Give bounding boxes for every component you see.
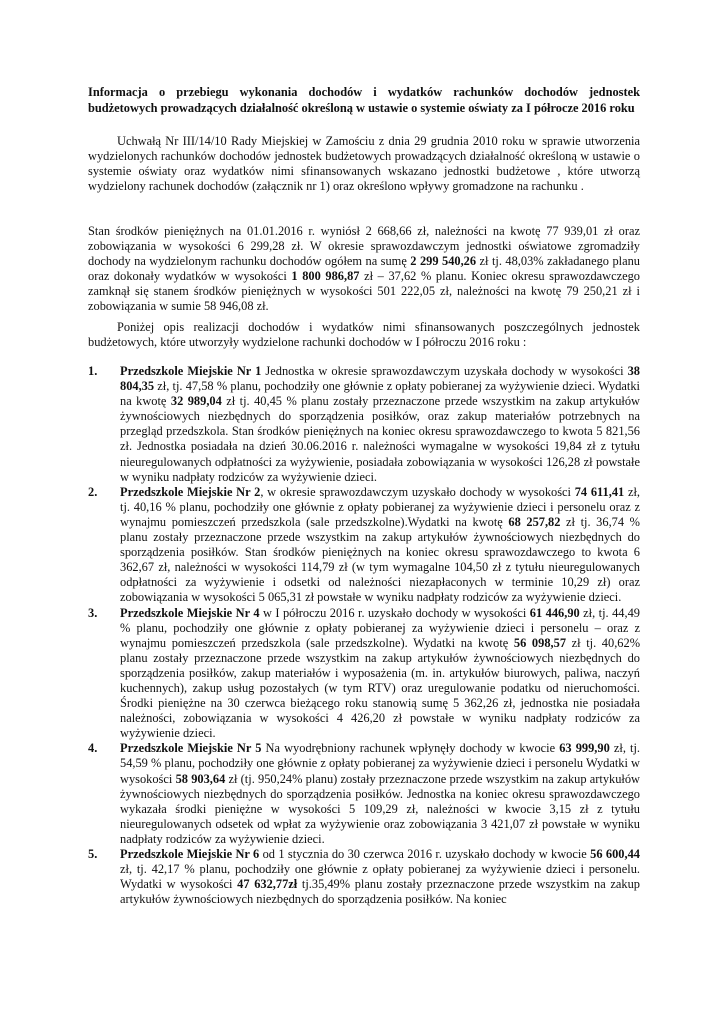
unit-name: Przedszkole Miejskie Nr 4 bbox=[120, 605, 260, 620]
item-text: od 1 stycznia do 30 czerwca 2016 r. uzyskało dochody w kwocie bbox=[259, 847, 591, 861]
income-amount: 61 446,90 bbox=[529, 605, 580, 620]
unit-name: Przedszkole Miejskie Nr 2 bbox=[120, 484, 261, 499]
item-text: zł tj. 40,62% planu zostały przeznaczone przede wszystkim na zakup artykułów żywnościowych niezbędnych do sporządzenia posiłków, zakup materiałów i wyposażenia (m. in. artykułów biurowych, paliwa, naczyń kuchennych), zakup usług pozostałych (w tym RTV) oraz uregulowanie podatku od nieruchomości. Środki pieniężne na 30 czerwca bieżącego roku stanowią sumę 5 362,26 zł, jednostka nie posiadała należności, zobowiązania w wysokości 4 426,20 zł powstałe w wyniku nadpłaty rodziców za wyżywienie dzieci. bbox=[120, 635, 641, 741]
list-item bbox=[88, 606, 640, 742]
item-text: w I półroczu 2016 r. uzyskało dochody w wysokości bbox=[259, 605, 530, 620]
intro-paragraph: Uchwałą Nr III/14/10 Rady Miejskiej w Zamościu z dnia 29 grudnia 2010 roku w sprawie utworzenia wydzielonych rachunków dochodów jednostek budżetowych prowadzących działalność określoną w ustawie o systemie oświaty oraz wydatków nimi sfinansowanych wskazano jednostki budżetowe , które utworzą wydzielony rachunek dochodów (załącznik nr 1) oraz określono wpływy gromadzone na rachunku . bbox=[88, 134, 640, 194]
item-text: zł, tj. 44,49 % planu, pochodziły one głównie z opłaty pobieranej za wyżywienie dzieci i personelu – oraz z wynajmu pomieszczeń przedszkola (sale przedszkolne). Wydatki na kwotę bbox=[120, 605, 640, 650]
item-text: zł (tj. 950,24% planu) zostały przeznaczone przede wszystkim na zakup artykułów żywnościowych niezbędnych do sporządzenia posiłków. Jednostka na koniec okresu sprawozdawczego wykazała środki pieniężne w wysokości 5 109,29 zł, należności w kwocie 3,15 zł z tytułu nieuregulowanych odsetek od wpłat za wyżywienie oraz zobowiązania 3 421,07 zł powstałe w wyniku nadpłaty rodziców za wyżywienie dzieci. bbox=[120, 771, 641, 846]
summary-text-1: Stan środków pieniężnych na 01.01.2016 r. wyniósł 2 668,66 zł, należności na kwotę 77 939,01 zł oraz zobowiązania w wysokości 6 299,28 zł. W okresie sprawozdawczym jednostki oświatowe zgromadziły dochody na wydzielonym rachunku dochodów ogółem na sumę bbox=[88, 224, 640, 269]
unit-name: Przedszkole Miejskie Nr 5 bbox=[120, 741, 262, 756]
item-text: zł, tj. 47,58 % planu, pochodziły one głównie z opłaty pobieranej za wyżywienie dzieci. Wydatki na kwotę bbox=[120, 379, 640, 409]
item-number: 4. bbox=[88, 741, 98, 756]
item-number: 5. bbox=[88, 847, 98, 861]
item-text: zł tj. 40,45 % planu zostały przeznaczone przede wszystkim na zakup artykułów żywnościowych niezbędnych do sporządzenia posiłków, oraz zakup materiałów potrzebnych na przegląd przedszkola. Stan środków pieniężnych na koniec okresu sprawozdawczego to kwota 5 821,56 zł. Jednostka posiadała na dzień 30.06.2016 r. należności wymagalne w wysokości 19,84 zł z tytułu nieuregulowanych odpłatności za wyżywienie, posiadała zobowiązania w wysokości 126,28 zł powstałe w wyniku nadpłaty rodziców za wyżywienie dzieci. bbox=[120, 394, 640, 484]
item-number: 3. bbox=[88, 605, 98, 620]
item-number: 2. bbox=[88, 484, 98, 499]
list-item bbox=[88, 364, 640, 485]
item-text: zł tj. 36,74 % planu zostały przeznaczone przede wszystkim na zakup artykułów żywnościowych niezbędnych do sporządzenia posiłków. Stan środków pieniężnych na koniec okresu sprawozdawczego to kwota 6 362,67 zł, należności w wysokości 114,79 zł (w tym wymagalne 104,50 zł z tytułu nieuregulowanych odpłatności za wyżywienie i odsetki od należności niezapłaconych w terminie 10,29 zł) oraz zobowiązania w wysokości 5 065,31 zł powstałe w wyniku nadpłaty rodziców za wyżywienie dzieci. bbox=[120, 514, 640, 605]
summary-income-amount: 2 299 540,26 bbox=[410, 254, 477, 269]
expenses-amount: 56 098,57 bbox=[513, 635, 567, 650]
item-text: tj.35,49% planu zostały przeznaczone przede wszystkim na zakup artykułów żywnościowych niezbędnych do sporządzenia posiłków. Na koniec bbox=[120, 877, 640, 907]
list-intro-paragraph: Poniżej opis realizacji dochodów i wydatków nimi sfinansowanych poszczególnych jednostek budżetowych, które utworzyły wydzielone rachunki dochodów w I półroczu 2016 roku : bbox=[88, 320, 640, 350]
item-text: Jednostka w okresie sprawozdawczym uzyskała dochody w wysokości bbox=[261, 364, 628, 378]
income-amount: 56 600,44 bbox=[590, 847, 640, 861]
summary-text-3: zł – 37,62 % planu. Koniec okresu sprawozdawczego zamknął się stanem środków pieniężnych w wysokości 501 222,05 zł, należności na kwotę 79 250,21 zł i zobowiązania w sumie 58 946,08 zł. bbox=[88, 269, 640, 314]
item-text: zł, tj. 42,17 % planu, pochodziły one głównie z opłaty pobieranej za wyżywienie dzieci i personelu. Wydatki w wysokości bbox=[120, 862, 640, 892]
item-text: Na wyodrębniony rachunek wpłynęły dochody w kwocie bbox=[261, 741, 560, 756]
expenses-amount: 47 632,77zł bbox=[237, 877, 298, 892]
summary-paragraph bbox=[88, 224, 640, 315]
expenses-amount: 68 257,82 bbox=[508, 514, 561, 529]
list-item bbox=[88, 847, 640, 907]
expenses-amount: 58 903,64 bbox=[175, 771, 226, 786]
unit-name: Przedszkole Miejskie Nr 6 bbox=[120, 847, 260, 861]
summary-text-2: zł tj. 48,03% zakładanego planu oraz dokonały wydatków w wysokości bbox=[88, 254, 640, 284]
summary-expenses-amount: 1 800 986,87 bbox=[291, 269, 360, 284]
units-list bbox=[88, 364, 640, 907]
item-text: zł, tj. 54,59 % planu, pochodziły one głównie z opłaty pobieranej za wyżywienie dzieci i personelu Wydatki w wysokości bbox=[120, 741, 641, 786]
item-text: , w okresie sprawozdawczym uzyskało dochody w wysokości bbox=[260, 484, 575, 499]
income-amount: 63 999,90 bbox=[559, 741, 610, 756]
document-title: Informacja o przebiegu wykonania dochodów i wydatków rachunków dochodów jednostek budżetowych prowadzących działalność określoną w ustawie o systemie oświaty za I półrocze 2016 roku bbox=[88, 85, 640, 115]
item-number: 1. bbox=[88, 364, 98, 378]
list-item bbox=[88, 741, 640, 847]
income-amount: 38 804,35 bbox=[120, 364, 640, 394]
income-amount: 74 611,41 bbox=[574, 484, 625, 499]
unit-name: Przedszkole Miejskie Nr 1 bbox=[120, 364, 262, 378]
item-text: zł, tj. 40,16 % planu, pochodziły one głównie z opłaty pobieranej za wyżywienie dzieci i personelu oraz z wynajmu pomieszczeń przedszkola (sale przedszkolne).Wydatki na kwotę bbox=[120, 484, 640, 529]
expenses-amount: 32 989,04 bbox=[170, 394, 222, 409]
list-item bbox=[88, 485, 640, 606]
